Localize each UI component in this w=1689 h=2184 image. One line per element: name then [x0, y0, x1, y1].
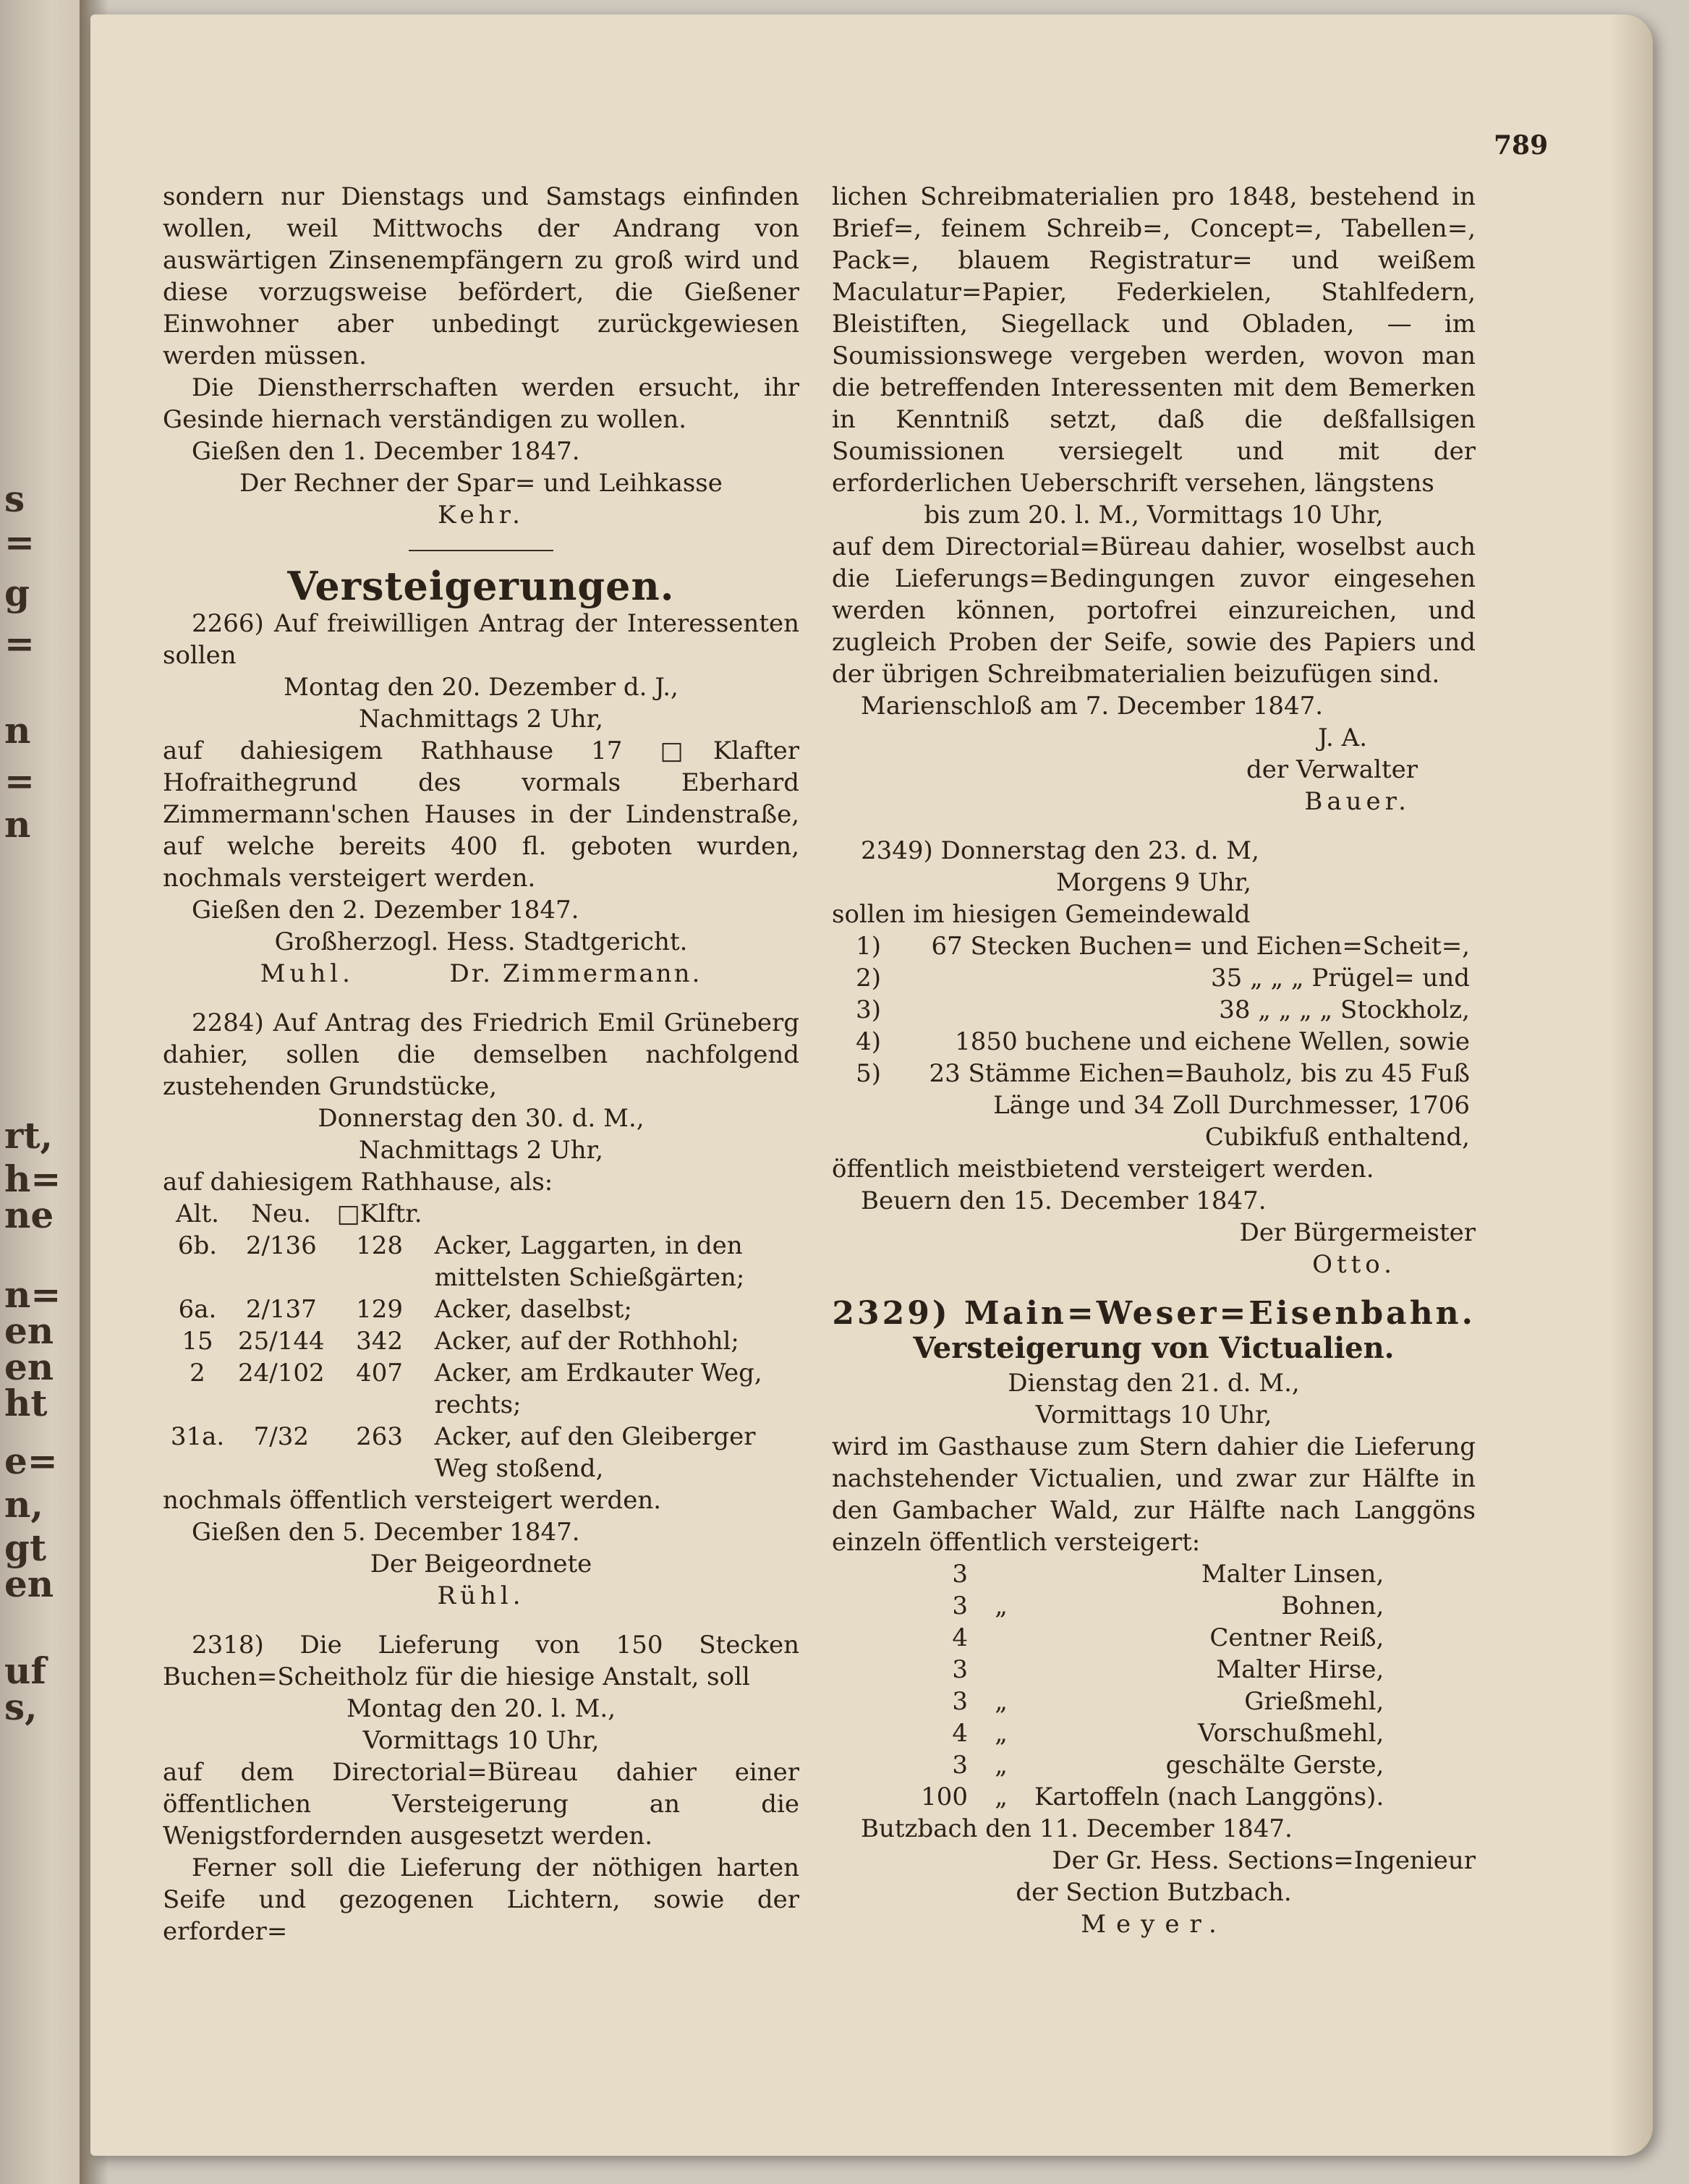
edge-fragment: s	[4, 477, 25, 520]
notice-2284-text: nochmals öffentlich versteigert werden.	[163, 1486, 662, 1515]
table-row-cell: 128	[356, 1231, 404, 1260]
notice-2284-signer-title: Der Beigeordnete	[370, 1550, 592, 1578]
table-row-cell: 2/137	[245, 1295, 317, 1324]
list-item-cell: 5)	[856, 1059, 881, 1088]
edge-fragment: n	[4, 709, 31, 752]
wood-lots-list	[832, 930, 1476, 1153]
list-item-cell: 3	[952, 1655, 968, 1684]
table-row-cell: 2/136	[245, 1231, 317, 1260]
list-item-cell: Grießmehl,	[1244, 1687, 1384, 1716]
notice-2329-text: wird im Gasthause zum Stern dahier die Lieferung nachstehender Victualien, und zwar zur Hälfte in den Gambacher Wald, zur Hälfte nach Langgöns einzeln öffentlich versteigert:	[832, 1432, 1476, 1557]
notice-2329-time: Vormittags 10 Uhr,	[1035, 1401, 1272, 1429]
table-row-cell: Acker, daselbst;	[434, 1295, 632, 1324]
notice-2318-signer-name: Bauer.	[1304, 787, 1411, 816]
list-item	[832, 1717, 1390, 1749]
notice-2284-text: 2284) Auf Antrag des Friedrich Emil Grüneberg dahier, sollen die demselben nachfolgend zustehenden Grundstücke,	[163, 1008, 799, 1101]
table-row-cell: 407	[356, 1359, 404, 1388]
list-item-cell: 67 Stecken Buchen= und Eichen=Scheit=,	[931, 932, 1470, 961]
list-item-cell: 38 „ „ „ „ Stockholz,	[1219, 995, 1470, 1024]
victuals-list	[832, 1558, 1390, 1813]
notice-text: Die Dienstherrschaften werden ersucht, ihr Gesinde hiernach verständigen zu wollen.	[163, 373, 799, 434]
list-item-cell: Kartoffeln (nach Langgöns).	[1034, 1783, 1384, 1811]
notice-2318-text: Ferner soll die Lieferung der nöthigen harten Seife und gezogenen Lichtern, sowie der erforder=	[163, 1853, 799, 1946]
list-item-cell	[974, 1654, 1029, 1686]
notice-signer: Kehr.	[438, 501, 524, 530]
list-item-cell: 3	[952, 1687, 968, 1716]
notice-2266-text: 2266) Auf freiwilligen Antrag der Interessenten sollen	[163, 609, 799, 670]
table-row	[163, 1357, 799, 1421]
notice-date: Gießen den 1. December 1847.	[192, 437, 580, 466]
table-row-cell: Acker, auf den Gleiberger Weg stoßend,	[434, 1422, 756, 1483]
notice-2266-signers	[163, 958, 799, 990]
notice-2329-heading: 2329) Main=Weser=Eisenbahn.	[832, 1295, 1476, 1332]
edge-fragment: g	[4, 572, 30, 614]
list-item-cell: 4	[952, 1623, 968, 1652]
notice-2329-signer-section: der Section Butzbach.	[1016, 1878, 1292, 1907]
edge-fragment: en	[4, 1346, 54, 1388]
list-item	[832, 1558, 1390, 1590]
table-row-cell: 24/102	[238, 1359, 325, 1388]
list-item-cell: 1850 buchene und eichene Wellen, sowie	[955, 1027, 1470, 1056]
notice-2349-date: 2349) Donnerstag den 23. d. M,	[861, 836, 1259, 865]
section-rule	[409, 550, 553, 551]
table-row-cell: Acker, Laggarten, in den mittelsten Schießgärten;	[434, 1231, 745, 1292]
notice-2349-signer-title: Der Bürgermeister	[1239, 1218, 1476, 1247]
list-item-cell: 3	[952, 1751, 968, 1780]
list-item	[832, 1622, 1390, 1654]
list-item-cell: „	[995, 1687, 1008, 1716]
edge-fragment: ht	[4, 1382, 48, 1424]
notice-2284-place-date: Gießen den 5. December 1847.	[192, 1518, 580, 1547]
notice-2349-signer: Otto.	[1312, 1250, 1396, 1279]
notice-2266-place-date: Gießen den 2. Dezember 1847.	[192, 896, 579, 925]
notice-text: sondern nur Dienstags und Samstags einfinden wollen, weil Mittwochs der Andrang von auswärtigen Zinsenempfängern zu groß wird und diese vorzugsweise befördert, die Gießener Einwohner aber unbedingt zurückgewiesen werden müssen.	[163, 182, 799, 370]
notice-2329-place-date: Butzbach den 11. December 1847.	[861, 1814, 1293, 1843]
notice-2349-time: Morgens 9 Uhr,	[1056, 868, 1251, 897]
parcel-table	[163, 1198, 799, 1484]
edge-fragment: n	[4, 803, 31, 846]
list-item-cell: 3)	[856, 995, 881, 1024]
page-number: 789	[1494, 130, 1549, 161]
table-row	[163, 1293, 799, 1325]
list-item-cell: Malter Hirse,	[1216, 1655, 1384, 1684]
notice-2329-subheading: Versteigerung von Victualien.	[913, 1331, 1395, 1365]
notice-2318-place-date: Marienschloß am 7. December 1847.	[861, 692, 1324, 721]
column-header: □Klftr.	[336, 1199, 422, 1228]
list-item	[832, 1686, 1390, 1717]
list-item-cell: 4)	[856, 1027, 881, 1056]
edge-fragment: en	[4, 1309, 54, 1352]
list-item-cell: 3	[952, 1592, 968, 1620]
notice-2284-text: auf dahiesigem Rathhause, als:	[163, 1168, 553, 1197]
edge-fragment: h=	[4, 1157, 61, 1200]
list-item-cell	[974, 1558, 1029, 1590]
table-row-cell: 15	[182, 1327, 213, 1356]
column-header	[429, 1198, 799, 1230]
edge-fragment: rt,	[4, 1114, 53, 1157]
notice-2318-continued: lichen Schreibmaterialien pro 1848, bestehend in Brief=, feinem Schreib=, Concept=, Tabellen=, Pack=, blauem Registratur= und weißem Maculatur=Papier, Federkielen, Stahlfedern, Bleistiften, Siegellack und Obladen, — im Soumissionswege vergeben werden, wovon man die betreffenden Interessenten mit dem Bemerken in Kenntniß setzt, daß die deßfallsigen Soumissionen versiegelt und mit der erforderlichen Ueberschrift versehen, längstens	[832, 182, 1476, 498]
table-row-cell: 6b.	[177, 1231, 218, 1260]
signer: Dr. Zimmermann.	[449, 959, 702, 988]
signer: Muhl.	[260, 959, 354, 988]
column-header: Alt.	[176, 1199, 219, 1228]
notice-2349-text: öffentlich meistbietend versteigert werden.	[832, 1155, 1374, 1184]
list-item-cell	[974, 1622, 1029, 1654]
notice-2329-signer-title: Der Gr. Hess. Sections=Ingenieur	[1052, 1846, 1476, 1875]
edge-fragment: n,	[4, 1483, 43, 1526]
list-item-cell: „	[995, 1719, 1008, 1748]
table-row	[163, 1230, 799, 1293]
table-row-cell: 25/144	[238, 1327, 325, 1356]
edge-fragment: n=	[4, 1273, 61, 1316]
edge-fragment: =	[4, 622, 35, 665]
table-row-cell: 129	[356, 1295, 404, 1324]
list-item-cell: „	[995, 1751, 1008, 1780]
list-item-cell: Bohnen,	[1281, 1592, 1384, 1620]
edge-fragment: uf	[4, 1649, 46, 1692]
edge-fragment: ne	[4, 1194, 54, 1236]
notice-2318-text: auf dem Directorial=Büreau dahier einer öffentlichen Versteigerung an die Wenigstfordernden ausgesetzt werden.	[163, 1758, 799, 1851]
table-header-row	[163, 1198, 799, 1230]
notice-2349-place-date: Beuern den 15. December 1847.	[861, 1186, 1267, 1215]
table-row	[163, 1421, 799, 1484]
list-item-cell: 23 Stämme Eichen=Bauholz, bis zu 45 Fuß Länge und 34 Zoll Durchmesser, 1706 Cubikfuß enthaltend,	[929, 1059, 1470, 1152]
notice-2318-deadline: bis zum 20. l. M., Vormittags 10 Uhr,	[924, 501, 1384, 530]
table-row-cell: 31a.	[170, 1422, 225, 1451]
notice-2329-signer: Meyer.	[1081, 1910, 1227, 1939]
list-item-cell: „	[995, 1592, 1008, 1620]
list-item	[832, 962, 1476, 994]
list-item-cell: geschälte Gerste,	[1165, 1751, 1384, 1780]
left-column	[163, 181, 799, 1947]
edge-fragment: =	[4, 760, 35, 802]
notice-2266-text: auf dahiesigem Rathhause 17 □Klafter Hofraithegrund des vormals Eberhard Zimmermann'schen Hauses in der Lindenstraße, auf welche bereits 400 fl. geboten wurden, nochmals versteigert werden.	[163, 736, 799, 893]
list-item	[832, 1781, 1390, 1813]
table-row-cell: Acker, am Erdkauter Weg, rechts;	[434, 1359, 762, 1419]
notice-2284-time: Nachmittags 2 Uhr,	[358, 1136, 603, 1165]
column-header: Neu.	[251, 1199, 312, 1228]
list-item	[832, 1026, 1476, 1058]
table-row-cell: 342	[356, 1327, 404, 1356]
table-row-cell: 7/32	[253, 1422, 309, 1451]
list-item-cell: Centner Reiß,	[1209, 1623, 1384, 1652]
edge-fragment: s,	[4, 1686, 38, 1728]
section-heading: Versteigerungen.	[287, 563, 675, 609]
table-row	[163, 1325, 799, 1357]
list-item-cell: „	[995, 1783, 1008, 1811]
edge-fragment: en	[4, 1563, 54, 1605]
list-item	[832, 1749, 1390, 1781]
notice-2318-date: Montag den 20. l. M.,	[346, 1694, 616, 1723]
notice-2329-date: Dienstag den 21. d. M.,	[1008, 1369, 1300, 1398]
list-item-cell: 35 „ „ „ Prügel= und	[1211, 964, 1470, 993]
list-item-cell: 4	[952, 1719, 968, 1748]
list-item	[832, 930, 1476, 962]
right-column	[832, 181, 1476, 1940]
notice-2284-date: Donnerstag den 30. d. M.,	[318, 1104, 644, 1133]
edge-fragment: e=	[4, 1440, 58, 1482]
list-item-cell: 1)	[856, 932, 881, 961]
edge-fragment: =	[4, 521, 35, 564]
notice-2318-time: Vormittags 10 Uhr,	[362, 1726, 600, 1755]
notice-2266-authority: Großherzogl. Hess. Stadtgericht.	[274, 927, 688, 956]
table-row-cell: 263	[356, 1422, 404, 1451]
list-item	[832, 1590, 1390, 1622]
list-item-cell: Malter Linsen,	[1201, 1560, 1384, 1589]
notice-signer-title: Der Rechner der Spar= und Leihkasse	[239, 469, 723, 498]
list-item-cell: 2)	[856, 964, 881, 993]
notice-2284-signer: Rühl.	[437, 1581, 525, 1610]
list-item-cell: 3	[952, 1560, 968, 1589]
table-row-cell: 2	[190, 1359, 205, 1388]
notice-2266-date: Montag den 20. Dezember d. J.,	[284, 673, 678, 702]
edge-fragment: gt	[4, 1526, 47, 1569]
adjacent-page-edge	[0, 0, 87, 2184]
notice-2266-time: Nachmittags 2 Uhr,	[358, 705, 603, 734]
list-item	[832, 1058, 1476, 1153]
list-item	[832, 994, 1476, 1026]
notice-2318-signer-title: der Verwalter	[1246, 755, 1418, 784]
notice-2349-text: sollen im hiesigen Gemeindewald	[832, 900, 1251, 929]
notice-2318-text: 2318) Die Lieferung von 150 Stecken Buchen=Scheitholz für die hiesige Anstalt, soll	[163, 1631, 799, 1691]
list-item-cell: Vorschußmehl,	[1198, 1719, 1384, 1748]
notice-2318-continued: auf dem Directorial=Büreau dahier, woselbst auch die Lieferungs=Bedingungen zuvor eingesehen werden können, portofrei einzureichen, und zugleich Proben der Seife, sowie des Papiers und der übrigen Schreibmaterialien beizufügen sind.	[832, 532, 1476, 689]
table-row-cell: Acker, auf der Rothhohl;	[434, 1327, 739, 1356]
list-item-cell: 100	[921, 1783, 968, 1811]
list-item	[832, 1654, 1390, 1686]
table-row-cell: 6a.	[178, 1295, 217, 1324]
notice-2318-signer: J. A.	[1318, 723, 1367, 752]
